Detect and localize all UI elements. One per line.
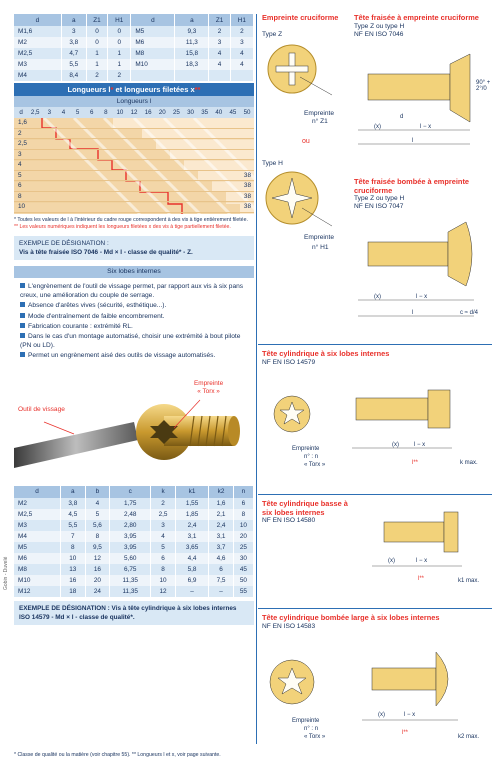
length-row-end: 38 [243, 171, 251, 179]
p3-dim-l: l** [412, 460, 419, 466]
p1-dim-x: (x) [374, 124, 381, 130]
section-divider-3 [258, 608, 492, 609]
cell: 3,65 [175, 542, 208, 553]
cell: 0 [86, 37, 107, 48]
left-column [14, 14, 254, 625]
list-item [20, 312, 248, 321]
cell: 8,4 [61, 70, 86, 81]
type-h-number: n° H1 [312, 244, 329, 251]
cell: 11,35 [110, 586, 151, 597]
cell: 9,5 [85, 542, 110, 553]
table-row [14, 70, 254, 81]
p1-dim-angle: 90° + 2°/0 [476, 80, 491, 92]
length-col: 4 [61, 109, 66, 116]
cell: M2 [14, 37, 61, 48]
cell: 1 [86, 48, 107, 59]
paragraph: Fabrication courante : extrémité RL. [28, 322, 133, 330]
cell: 11,3 [175, 37, 209, 48]
p4-dim-l-x: l − x [416, 558, 428, 564]
cell: 0 [108, 26, 131, 37]
cell: 3 [151, 520, 176, 531]
cell: 2,1 [209, 509, 234, 520]
p5-dim-x: (x) [378, 712, 385, 718]
col-n: n [233, 486, 253, 498]
type-h-recess-icon [262, 168, 352, 238]
length-row-d: 3 [18, 150, 22, 158]
cell: 4,5 [61, 509, 86, 520]
cell: M4 [14, 531, 61, 542]
cell: 18,3 [175, 59, 209, 70]
socket-head-drawing [262, 372, 492, 482]
raised-countersunk-type: Type Z ou type H [354, 195, 405, 202]
cell: M10 [14, 575, 61, 586]
lengths-banner [14, 83, 254, 96]
label-empreinte: Empreinte [194, 379, 224, 387]
countersunk-title: Tête fraisée à empreinte cruciforme [354, 13, 479, 22]
cell: M1,6 [14, 26, 61, 37]
low-head-norm: NF EN ISO 14580 [262, 517, 316, 524]
p4-dim-k1: k1 max. [458, 578, 480, 584]
p5-dim-l-x: l − x [404, 712, 416, 718]
lengths-header: Longueurs l [14, 96, 254, 107]
col-h1-2: H1 [230, 14, 253, 26]
p1-dim-l: l [412, 138, 414, 144]
cell: 0 [108, 37, 131, 48]
cell: 6,9 [175, 575, 208, 586]
cell: 1,85 [175, 509, 208, 520]
section-divider-2 [258, 494, 492, 495]
table-row [14, 26, 254, 37]
table-header-row [14, 486, 254, 498]
six-lobes-header: Six lobes internes [14, 266, 254, 278]
low-head-drawing [262, 500, 492, 580]
banner-star2: ** [194, 85, 201, 94]
cell: 3 [61, 26, 86, 37]
cell: 30 [233, 553, 253, 564]
table-row [14, 498, 254, 509]
cell: 6,75 [110, 564, 151, 575]
cell: 11,35 [110, 575, 151, 586]
p4-dim-x: (x) [388, 558, 395, 564]
length-row [14, 118, 254, 129]
paragraph: Dans le cas d'un montage automatisé, choisir une extrémité à bout pilote (PN ou LD). [20, 333, 241, 350]
length-col: 40 [215, 109, 223, 116]
cell: 1 [86, 59, 107, 70]
p5-n: n° : n [304, 726, 319, 732]
cell: 4 [230, 48, 253, 59]
torx-dimension-table [14, 486, 254, 597]
list-item [20, 282, 248, 300]
cell: 5,8 [175, 564, 208, 575]
cell [175, 70, 209, 81]
banner-text-mid: et longueurs filetées x [113, 85, 195, 94]
length-row [14, 202, 254, 213]
note-1: * Toutes les valeurs de l à l'intérieur du cadre rouge correspondent à des vis à tige entièrement filetée. [14, 217, 248, 223]
p3-dim-k: k max. [460, 460, 478, 466]
cell: 16 [61, 575, 86, 586]
cell: 1,6 [209, 498, 234, 509]
length-col: 20 [158, 109, 166, 116]
cell: 10 [151, 575, 176, 586]
bullet-icon [20, 283, 25, 288]
length-col: 2,5 [30, 109, 40, 116]
p4-dim-l: l** [418, 576, 425, 582]
p3-dim-x: (x) [392, 442, 399, 448]
length-row-d: 2,5 [18, 140, 27, 147]
length-row [14, 150, 254, 161]
banner-text: Longueurs l [67, 85, 111, 94]
cell: 4,7 [61, 48, 86, 59]
cross-recess-title: Empreinte cruciforme [262, 13, 339, 22]
length-col: 12 [130, 109, 138, 116]
length-col: 5 [75, 109, 80, 116]
cell: 7 [61, 531, 86, 542]
length-row [14, 192, 254, 203]
length-row-end: 38 [243, 192, 251, 200]
length-col: 16 [144, 109, 152, 116]
p1-dim-l-x: l − x [420, 124, 432, 130]
cell: 6 [233, 498, 253, 509]
cell: M6 [131, 37, 175, 48]
cell: M8 [131, 48, 175, 59]
bullet-icon [20, 302, 25, 307]
cell: 5,5 [61, 520, 86, 531]
cell: 8 [85, 531, 110, 542]
cell: 3,95 [110, 531, 151, 542]
cell: 2 [209, 26, 230, 37]
cell: 3 [230, 37, 253, 48]
socket-head-title: Tête cylindrique à six lobes internes [262, 349, 390, 358]
cell: 4,6 [209, 553, 234, 564]
cell: 20 [85, 575, 110, 586]
countersunk-panel [354, 14, 492, 168]
cell: 4 [85, 498, 110, 509]
type-h-label: Type H [262, 160, 283, 167]
section-divider [258, 344, 492, 345]
cell: 8 [233, 509, 253, 520]
table-row [14, 542, 254, 553]
col-d: d [14, 14, 61, 26]
cell: M12 [14, 586, 61, 597]
or-label: ou [302, 138, 310, 145]
col-k: k [151, 486, 176, 498]
note-2: ** Les valeurs numériques indiquent les longueurs filetées x des vis à tige partiellement filetée. [14, 224, 231, 230]
p2-dim-l: l [412, 310, 414, 316]
table-row [14, 59, 254, 70]
button-head-panel [262, 614, 492, 754]
cell: 3,1 [209, 531, 234, 542]
cell: 2 [86, 70, 107, 81]
button-head-drawing [262, 638, 492, 748]
cell: 6 [151, 553, 176, 564]
cell: M4 [14, 70, 61, 81]
cell: 10 [61, 553, 86, 564]
cell: 2 [230, 26, 253, 37]
cell: 2 [108, 70, 131, 81]
cell: 1,75 [110, 498, 151, 509]
type-h-empreinte-label: Empreinte [304, 234, 335, 241]
column-divider [256, 14, 257, 744]
col-d: d [14, 486, 61, 498]
cell: 3,8 [61, 37, 86, 48]
cell: 5,5 [61, 59, 86, 70]
p3-torx: « Torx » [304, 462, 326, 468]
cell: 4 [209, 48, 230, 59]
length-col: 6 [89, 109, 94, 116]
countersunk-screw-drawing [354, 48, 492, 158]
cell: 3,1 [175, 531, 208, 542]
length-row [14, 129, 254, 140]
p3-dim-l-x: l − x [414, 442, 426, 448]
cell: 2,4 [175, 520, 208, 531]
example-1-text: Vis à tête fraisée ISO 7046 - Md × l - classe de qualité* - Z. [19, 249, 193, 256]
cell: 4 [151, 531, 176, 542]
type-z-empreinte-label: Empreinte [304, 110, 335, 117]
low-head-title: Tête cylindrique basse à six lobes internes [262, 499, 348, 517]
raised-countersunk-panel [354, 178, 492, 338]
length-row-d: 1,6 [18, 119, 27, 126]
cell: 6 [209, 564, 234, 575]
cell: 3,8 [61, 498, 86, 509]
raised-countersunk-title: Tête fraisée bombée à empreinte cruciforme [354, 177, 470, 195]
col-c: c [110, 486, 151, 498]
cell: 5,60 [110, 553, 151, 564]
col-z1-2: Z1 [209, 14, 230, 26]
table-header-row [14, 14, 254, 26]
cell: M5 [131, 26, 175, 37]
length-col: 3 [47, 109, 52, 116]
length-row [14, 171, 254, 182]
cell: 18 [61, 586, 86, 597]
col-a: a [61, 486, 86, 498]
length-row-end: 38 [243, 182, 251, 189]
length-col: 45 [229, 109, 237, 116]
lengths-columns [14, 107, 254, 118]
cell: 13 [61, 564, 86, 575]
table-row [14, 531, 254, 542]
cell: 50 [233, 575, 253, 586]
paragraph: Permet un engrènement aisé des outils de vissage automatisés. [28, 352, 216, 360]
cell: 4 [230, 59, 253, 70]
cell: 12 [85, 553, 110, 564]
cell: 20 [233, 531, 253, 542]
cell: M2,5 [14, 509, 61, 520]
p2-dim-l-x: l − x [416, 294, 428, 300]
label-torx: « Torx » [197, 387, 220, 395]
col-a: a [61, 14, 86, 26]
designation-example-1 [14, 236, 254, 260]
p5-dim-k2: k2 max. [458, 734, 480, 740]
cell: – [175, 586, 208, 597]
p5-dim-l: l** [402, 730, 409, 736]
button-head-norm: NF EN ISO 14583 [262, 622, 316, 630]
cell: 3 [209, 37, 230, 48]
cell: M5 [14, 542, 61, 553]
footnote: * Classe de qualité ou la matière (voir chapitre 55). ** Longueurs l et x, voir page suivante. [14, 752, 221, 758]
paragraph: L'engrènement de l'outil de vissage permet, par rapport aux vis à six pans creux, une amélioration du couple de serrage. [20, 283, 244, 300]
p3-emp: Empreinte [292, 446, 320, 452]
cell: 8 [61, 542, 86, 553]
table-row [14, 553, 254, 564]
table-row [14, 37, 254, 48]
length-row-d: 10 [18, 203, 26, 210]
length-col: 8 [104, 109, 108, 116]
cell: 24 [85, 586, 110, 597]
length-notes [14, 217, 254, 231]
cell: 12 [151, 586, 176, 597]
length-row [14, 160, 254, 171]
cell: 5,6 [85, 520, 110, 531]
countersunk-type: Type Z ou type H [354, 22, 405, 30]
p1-dim-d: d [400, 114, 404, 120]
paragraph: Absence d'arêtes vives (sécurité, esthétique...). [28, 302, 167, 310]
cell: M8 [14, 564, 61, 575]
photo-label-empreinte [194, 380, 223, 396]
col-z1: Z1 [86, 14, 107, 26]
length-col: 25 [172, 109, 180, 116]
cell: 2,4 [209, 520, 234, 531]
cell: 3,7 [209, 542, 234, 553]
cell: 7,5 [209, 575, 234, 586]
length-row [14, 181, 254, 192]
socket-head-panel [262, 350, 492, 484]
cell: 45 [233, 564, 253, 575]
cell: 3,95 [110, 542, 151, 553]
example-1-title: EXEMPLE DE DÉSIGNATION : [19, 240, 109, 247]
cell: 5 [151, 542, 176, 553]
cell: 2,48 [110, 509, 151, 520]
cell: 2 [151, 498, 176, 509]
col-a2: a [175, 14, 209, 26]
col-d2: d [131, 14, 175, 26]
cell: 4,4 [175, 553, 208, 564]
button-head-title: Tête cylindrique bombée large à six lobes internes [262, 613, 440, 622]
table-row [14, 520, 254, 531]
bullet-icon [20, 352, 25, 357]
raised-countersunk-norm: NF EN ISO 7047 [354, 203, 404, 210]
credit: Gobin - Duvelé [3, 556, 9, 590]
col-b: b [85, 486, 110, 498]
cell: M6 [14, 553, 61, 564]
cell: 15,8 [175, 48, 209, 59]
lengths-corner: d [19, 109, 23, 116]
designation-example-2: EXEMPLE DE DÉSIGNATION : Vis à tête cylindrique à six lobes internes ISO 14579 - Md × l - classe de qualité*. [14, 601, 254, 625]
screw-dimension-table [14, 14, 254, 81]
banner-star: * [110, 85, 114, 94]
length-row-d: 2 [18, 129, 22, 137]
torx-photo [14, 370, 254, 486]
cell [131, 70, 175, 81]
cell: – [209, 586, 234, 597]
type-z-number: n° Z1 [312, 118, 328, 125]
list-item [20, 322, 248, 331]
cell: 1 [108, 48, 131, 59]
cell: 8 [151, 564, 176, 575]
length-row-d: 4 [18, 161, 22, 168]
bullet-icon [20, 323, 25, 328]
cell: 0 [86, 26, 107, 37]
cell: 1 [108, 59, 131, 70]
col-h1: H1 [108, 14, 131, 26]
bullet-icon [20, 313, 25, 318]
p5-torx: « Torx » [304, 734, 326, 740]
length-row-d: 8 [18, 192, 22, 200]
cell: M3 [14, 520, 61, 531]
cell: M2 [14, 498, 61, 509]
col-k1: k1 [175, 486, 208, 498]
cell: 55 [233, 586, 253, 597]
type-z-label: Type Z [262, 30, 283, 38]
table-row [14, 48, 254, 59]
cell: M10 [131, 59, 175, 70]
cell: M2,5 [14, 48, 61, 59]
cell: 16 [85, 564, 110, 575]
raised-countersunk-screw-drawing [354, 214, 492, 324]
lengths-grid [14, 118, 254, 214]
cell: M3 [14, 59, 61, 70]
type-z-recess-icon [262, 41, 352, 101]
table-row [14, 575, 254, 586]
length-row-end: 38 [243, 203, 251, 210]
p2-dim-c: c ≈ d/4 [460, 310, 478, 316]
table-row [14, 564, 254, 575]
cell: 5 [85, 509, 110, 520]
cell [230, 70, 253, 81]
cell: 10 [233, 520, 253, 531]
length-col: 10 [116, 109, 124, 116]
cell: 25 [233, 542, 253, 553]
cell: 9,3 [175, 26, 209, 37]
list-item [20, 332, 248, 350]
low-head-panel [262, 500, 492, 600]
col-k2: k2 [209, 486, 234, 498]
cell: 1,55 [175, 498, 208, 509]
length-col: 50 [243, 109, 251, 116]
bullet-icon [20, 333, 25, 338]
countersunk-norm: NF EN ISO 7046 [354, 30, 404, 38]
p3-n: n° : n [304, 454, 319, 460]
length-row-d: 5 [18, 171, 22, 179]
photo-label-outil: Outil de vissage [18, 405, 65, 413]
socket-head-norm: NF EN ISO 14579 [262, 358, 316, 366]
cell: 4 [209, 59, 230, 70]
six-lobes-text [14, 278, 254, 366]
list-item [20, 301, 248, 310]
list-item [20, 351, 248, 360]
table-row [14, 509, 254, 520]
length-col: 30 [187, 109, 194, 116]
cell: 2,5 [151, 509, 176, 520]
paragraph: Mode d'entraînement de faible encombrement. [28, 312, 165, 320]
length-row [14, 139, 254, 150]
p2-dim-x: (x) [374, 294, 381, 300]
length-col: 35 [201, 109, 209, 116]
table-row [14, 586, 254, 597]
p5-emp: Empreinte [292, 718, 320, 724]
length-row-d: 6 [18, 182, 22, 189]
cell: 2,80 [110, 520, 151, 531]
cross-recess-panel [262, 13, 352, 251]
cell [209, 70, 230, 81]
